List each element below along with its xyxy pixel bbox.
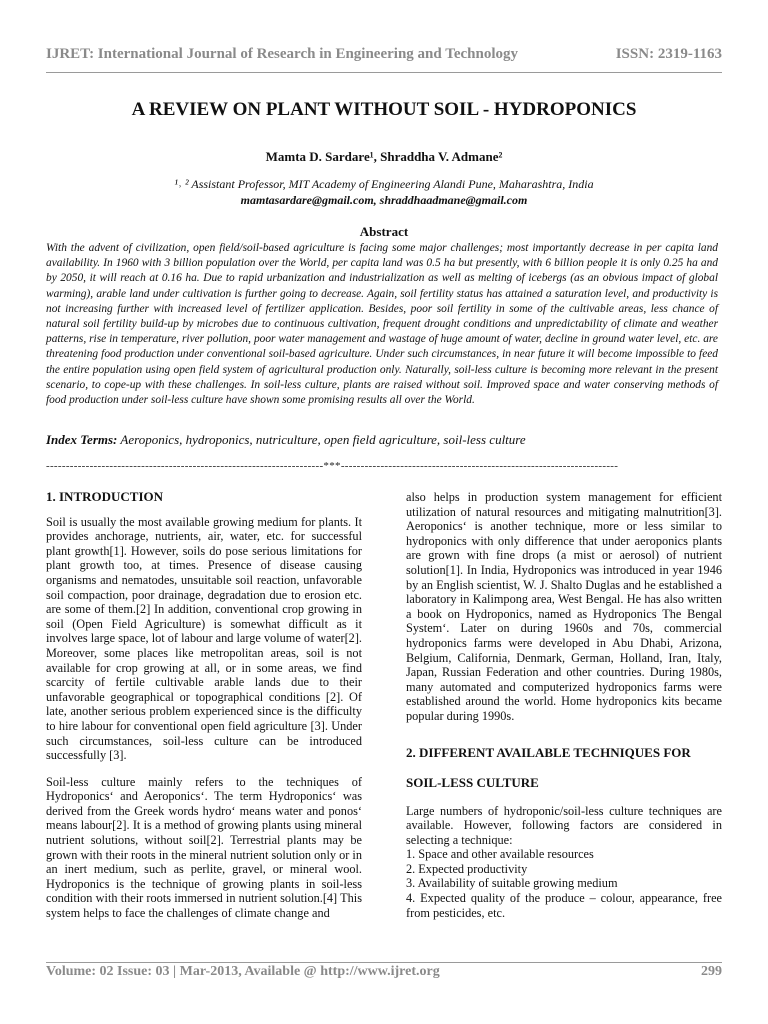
list-item: 4. Expected quality of the produce – colour, appearance, free from pesticides, etc. [406, 891, 722, 920]
section-2-heading [406, 738, 722, 798]
affiliation-block [0, 176, 768, 208]
list-item: 3. Availability of suitable growing medium [406, 876, 618, 891]
section-2-paragraph: Large numbers of hydroponic/soil-less culture techniques are available. However, following factors are considered in selecting a technique: [406, 803, 722, 847]
intro-paragraph-3: also helps in production system management for efficient utilization of natural resources and mitigating malnutrition[3]. Aeroponics‘ is another technique, more or less similar to hydroponics with only difference that under aeroponics plants are grown with fine drops (a mist or aerosol) of nutrient solution[1]. In India, Hydroponics was introduced in year 1946 by an English scientist, W. J. Shalto Duglas and he established a laboratory in Kalimpong area, West Bengal. He has also written a book on Hydroponics, named as Hydroponics The Bengal System‘. Later on during 1960s and 70s, commercial hydroponics farms were developed in Abu Dhabi, Arizona, Belgium, California, Denmark, German, Holland, Iran, Italy, Japan, Russian Federation and other countries. During 1980s, many automated and computerized hydroponics farms were established around the world. Home hydroponics kits became popular during 1990s. [406, 490, 722, 723]
section-separator: ----------------------------------------------------------------------***---------------------------------------------------------------------- [46, 460, 619, 472]
index-terms [46, 432, 722, 448]
paper-title: A REVIEW ON PLANT WITHOUT SOIL - HYDROPONICS [131, 99, 637, 120]
journal-link[interactable]: http://www.ijret.org [320, 964, 440, 979]
right-column [406, 490, 722, 920]
intro-paragraph-1: Soil is usually the most available growing medium for plants. It provides anchorage, nutrients, air, water, etc. for successful plant growth[1]. However, soils do pose serious limitations for plant growth too, at times. Presence of disease causing organisms and nematodes, unsuitable soil reaction, unfavorable soil compaction, poor drainage, degradation due to erosion etc. are some of them.[2] In addition, conventional crop growing in soil (Open Field Agriculture) is somewhat difficult as it involves large space, lot of labour and large volume of water[2]. Moreover, some places like metropolitan areas, soil is not available for crop growing at all, or in some areas, we find scarcity of fertile cultivable arable lands due to their unfavorable geographical or topographical conditions [2]. Of late, another serious problem experienced since is the difficulty to hire labour for conventional open field agriculture [3]. Under such circumstances, soil-less culture can be introduced successfully [3]. [46, 514, 362, 763]
header-divider [46, 72, 722, 73]
left-column [46, 490, 362, 933]
intro-paragraph-2: Soil-less culture mainly refers to the techniques of Hydroponics‘ and Aeroponics‘. The term Hydroponics‘ was derived from the Greek words hydro‘ means water and ponos‘ means labour[2]. It is a method of growing plants using mineral nutrient solutions, without soil[2]. Terrestrial plants may be grown with their roots in the mineral nutrient solution only or in an inert medium, such as perlite, gravel, or mineral wool. Hydroponics is the technique of growing plants in soil-less condition with their roots immersed in nutrient solution.[4] This system helps to face the challenges of climate change and [46, 774, 362, 921]
footer-divider [46, 962, 722, 963]
author-list: Mamta D. Sardare¹, Shraddha V. Admane² [265, 149, 503, 164]
abstract-text: With the advent of civilization, open field/soil-based agriculture is facing some major challenges; most importantly decrease in per capita land availability. In 1960 with 3 billion population over the World, per capita land was 0.5 ha but presently, with 6 billion people it is only 0.25 ha and by 2050, it will reach at 0.16 ha. Due to rapid urbanization and industrialization as well as melting of icebergs (as an obvious impact of global warming), arable land under cultivation is further going to decrease. Again, soil fertility status has attained a saturation level, and productivity is not increasing further with increased level of fertilizer application. Besides, poor soil fertility in some of the cultivable areas, less chance of natural soil fertility build-up by microbes due to continuous cultivation, frequent drought conditions and unpredictability of climate and weather patterns, rise in temperature, river pollution, poor water management and wastage of huge amount of water, decline in ground water level, etc. are threatening food production under conventional soil-based agriculture. Under such circumstances, in near future it will become impossible to feed the entire population using open field system of agricultural production only. Naturally, soil-less culture is becoming more relevant in the present scenario, to cope-up with these challenges. In soil-less culture, plants are raised without soil. Improved space and water conserving methods of food production under soil-less culture have shown some promising results all over the World. [46, 242, 718, 407]
page-number: 299 [701, 964, 722, 979]
list-item: 1. Space and other available resources [406, 847, 594, 862]
journal-name: IJRET: International Journal of Research in Engineering and Technology [46, 46, 519, 62]
footer-volume [46, 964, 440, 980]
intro-heading: 1. INTRODUCTION [46, 489, 164, 504]
footer-volume-text: Volume: 02 Issue: 03 | Mar-2013, Available @ [46, 964, 317, 979]
issn: ISSN: 2319-1163 [615, 46, 722, 62]
index-terms-text: Aeroponics, hydroponics, nutriculture, open field agriculture, soil-less culture [120, 432, 526, 447]
author-emails: mamtasardare@gmail.com, shraddhaadmane@gmail.com [240, 193, 528, 207]
list-item: 2. Expected productivity [406, 861, 528, 876]
section-2-heading-line-2: SOIL-LESS CULTURE [406, 774, 539, 790]
affiliation: ¹˒ ² Assistant Professor, MIT Academy of Engineering Alandi Pune, Maharashtra, India [174, 177, 594, 191]
abstract-heading: Abstract [359, 224, 409, 239]
index-terms-label: Index Terms: [46, 432, 118, 447]
section-2-heading-line-1: 2. DIFFERENT AVAILABLE TECHNIQUES FOR [406, 744, 691, 760]
